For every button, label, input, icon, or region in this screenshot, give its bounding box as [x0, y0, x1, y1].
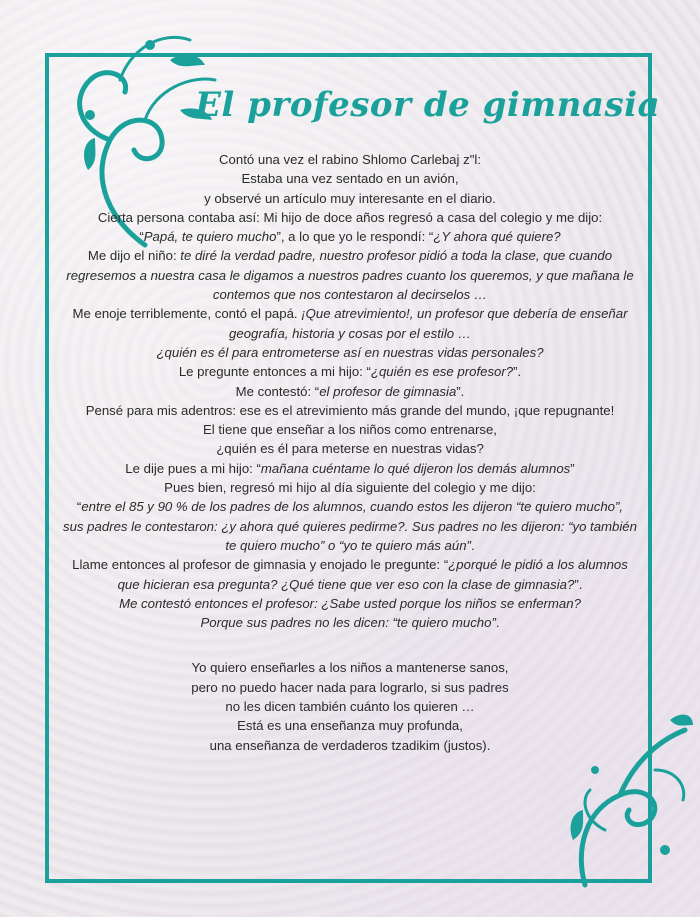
story-quote: te quiero mucho” o “yo te quiero más aún” — [225, 537, 471, 553]
story-text: . — [470, 537, 475, 553]
story-line — [55, 536, 645, 555]
story-text: Llame entonces al profesor de gimnasia y enojado le pregunte: “ — [72, 557, 449, 573]
story-line — [55, 555, 645, 574]
closing-line: pero no puedo hacer nada para lograrlo, si sus padres — [191, 679, 509, 695]
story-line — [55, 575, 645, 594]
closing-line: Está es una enseñanza muy profunda, — [237, 718, 463, 734]
story-text: ”. — [456, 383, 465, 399]
story-line — [55, 497, 645, 516]
story-line — [55, 304, 645, 323]
story-text: Le dije pues a mi hijo: “ — [125, 460, 261, 476]
story-quote: ¿quién es ese profesor? — [370, 364, 514, 380]
story-quote: te diré la verdad padre, nuestro profesor pidió a toda la clase, que cuando — [180, 248, 613, 264]
story-quote: mañana cuéntame lo qué dijeron los demás alumnos — [260, 460, 571, 476]
story-text: ”, a lo que yo le respondí: “ — [276, 229, 434, 245]
story-line — [55, 285, 645, 304]
story-text: “ — [139, 229, 144, 245]
story-quote: Papá, te quiero mucho — [143, 229, 277, 245]
story-text: Me enoje terriblemente, contó el papá. — [72, 306, 302, 322]
story-line: Pensé para mis adentros: ese es el atrevimiento más grande del mundo, ¡que repugnante! — [85, 402, 615, 418]
story-line — [55, 459, 645, 478]
closing-line: una enseñanza de verdaderos tzadikim (justos). — [209, 737, 491, 753]
story-line: Cierta persona contaba así: Mi hijo de doce años regresó a casa del colegio y me dijo: — [97, 209, 603, 225]
story-text: “ — [76, 499, 82, 515]
story-line: Estaba una vez sentado en un avión, — [241, 171, 459, 187]
story-quote: entre el 85 y 90 % de los padres de los alumnos, cuando estos les dijeron “te quiero mucho”, — [81, 499, 624, 515]
story-line: Pues bien, regresó mi hijo al día siguiente del colegio y me dijo: — [164, 480, 536, 496]
story-line — [55, 594, 645, 613]
story-line — [55, 382, 645, 401]
story-quote: contemos que nos contestaron al decirselos … — [212, 287, 488, 303]
story-line — [55, 227, 645, 246]
closing-line: no les dicen también cuánto los quieren … — [225, 699, 475, 715]
story-line — [55, 362, 645, 381]
story-text: Me dijo el niño: — [87, 248, 181, 264]
story-quote: Porque sus padres no les dicen: “te quiero mucho” — [200, 615, 496, 631]
story-line — [55, 266, 645, 285]
story-quote: el profesor de gimnasia — [319, 383, 457, 399]
story-quote: sus padres le contestaron: ¿y ahora qué quieres pedirme?. Sus padres no les dijeron: “yo también — [63, 518, 637, 534]
story-quote: ¿quién es él para entrometerse así en nuestras vidas personales? — [156, 344, 544, 360]
story-text: . — [495, 615, 500, 631]
story-body — [55, 150, 645, 755]
story-text: Le pregunte entonces a mi hijo: “ — [178, 364, 371, 380]
story-quote: que hicieran esa pregunta? ¿Qué tiene que ver eso con la clase de gimnasia? — [117, 576, 575, 592]
story-text: ” — [570, 460, 575, 476]
story-line — [55, 343, 645, 362]
story-quote: Me contestó entonces el profesor: ¿Sabe usted porque los niños se enferman? — [119, 595, 581, 611]
story-line: El tiene que enseñar a los niños como entrenarse, — [203, 422, 497, 438]
story-text: Me contestó: “ — [235, 383, 320, 399]
page-title: El profesor de gimnasia — [195, 85, 661, 125]
story-line: y observé un artículo muy interesante en el diario. — [204, 190, 496, 206]
closing-line: Yo quiero enseñarles a los niños a mantenerse sanos, — [191, 660, 509, 676]
story-text: ”. — [513, 364, 522, 380]
story-line: ¿quién es él para meterse en nuestras vidas? — [216, 441, 484, 457]
story-quote: ¿Y ahora qué quiere? — [433, 229, 561, 245]
story-line — [55, 246, 645, 265]
story-line — [55, 613, 645, 632]
story-quote: ¡Que atrevimiento!, un profesor que debería de enseñar — [301, 306, 628, 322]
story-line — [55, 517, 645, 536]
story-line — [55, 324, 645, 343]
story-quote: geografía, historia y cosas por el estilo … — [229, 325, 471, 341]
story-line: Contó una vez el rabino Shlomo Carlebaj z"l: — [219, 152, 481, 167]
story-text: ”. — [574, 576, 583, 592]
story-quote: regresemos a nuestra casa le digamos a nuestros padres cuanto los queremos, y que mañana le — [66, 267, 634, 283]
story-quote: ¿porqué le pidió a los alumnos — [448, 557, 628, 573]
